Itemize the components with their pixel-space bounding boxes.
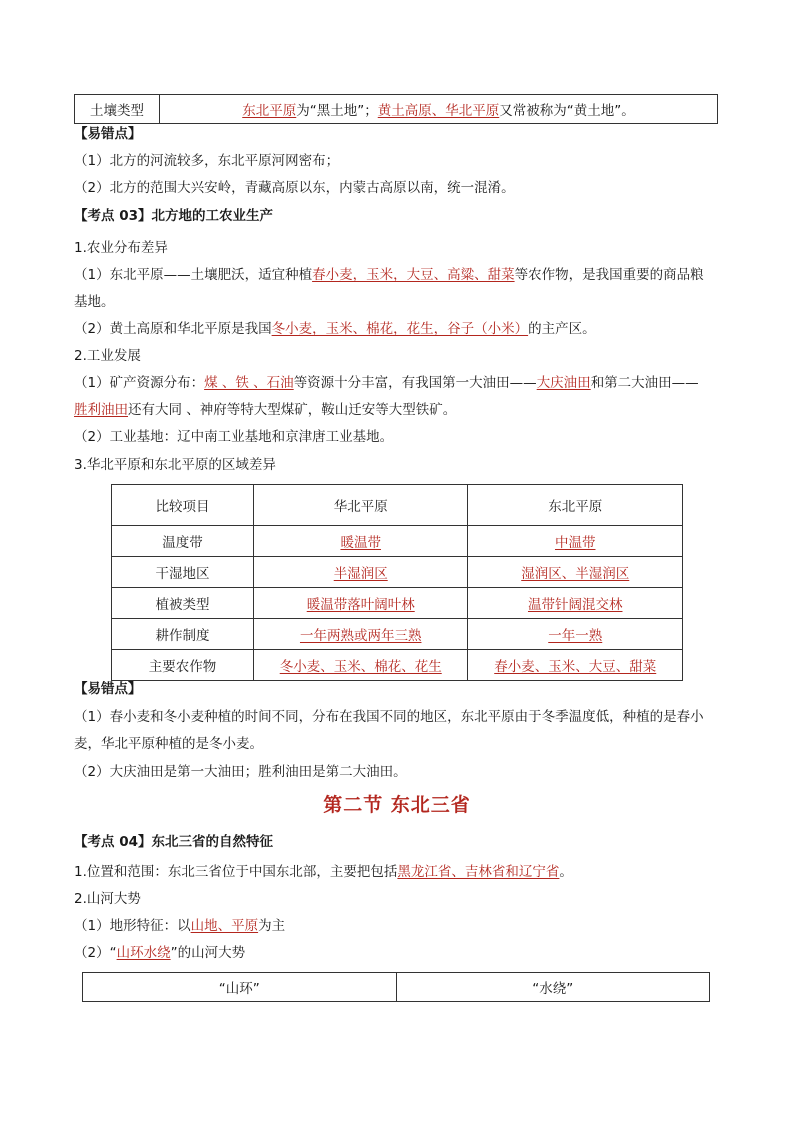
paragraph [74,319,596,339]
table-header-cell: “水绕” [532,981,574,997]
answer-text: 冬小麦，玉米、棉花，花生，谷子（小米） [271,321,529,337]
answer-text: 中温带 [554,535,596,551]
table-cell [253,619,468,650]
table-header-cell: 华北平原 [253,485,468,526]
body-text: 等资源十分丰富，有我国第一大油田—— [293,375,537,391]
table-cell [253,588,468,619]
answer-text: 山环水绕 [116,945,171,961]
body-text: 等农作物，是我国重要的商品粮 [514,267,704,283]
table-row [112,588,683,619]
body-text: 的主产区。 [528,321,596,337]
body-text: 1.位置和范围：东北三省位于中国东北部，主要把包括 [74,864,398,880]
error-point-item: （1）春小麦和冬小麦种植的时间不同，分布在我国不同的地区，东北平原由于冬季温度低，种植的是春小 [74,709,704,725]
answer-text: 温带针阔混交林 [527,597,623,613]
table-cell [468,557,683,588]
answer-text: 一年两熟或两年三熟 [299,628,422,644]
body-text: 。 [559,864,573,880]
body-text: （1）地形特征：以 [74,918,191,934]
section-title: 第二节 东北三省 [323,794,471,816]
table-cell [468,588,683,619]
error-point-item: （2）大庆油田是第一大油田；胜利油田是第二大油田。 [74,764,407,780]
paragraph-cont: 基地。 [74,294,115,310]
paragraph-cont [74,400,456,420]
comparison-table [111,484,683,681]
subsection-heading: 2.工业发展 [74,348,141,364]
table-header-cell: 比较项目 [112,485,254,526]
body-text: 和第二大油田—— [590,375,699,391]
table-cell: 干湿地区 [112,557,254,588]
answer-text: 湿润区、半湿润区 [521,566,630,582]
paragraph: （2）工业基地：辽中南工业基地和京津唐工业基地。 [74,429,394,445]
table-row [112,619,683,650]
table-cell [468,650,683,681]
answer-text: 胜利油田 [74,402,128,418]
answer-text: 春小麦、玉米、大豆、甜菜 [494,659,657,675]
answer-text: 暖温带 [340,535,381,551]
table-cell: 耕作制度 [112,619,254,650]
error-point-item: （1）北方的河流较多，东北平原河网密布； [74,153,340,169]
body-text: （2）黄土高原和华北平原是我国 [74,321,272,337]
soil-type-label: 土壤类型 [75,95,160,123]
error-point-item-cont: 麦，华北平原种植的是冬小麦。 [74,736,263,752]
body-text: （1）东北平原——土壤肥沃，适宜种植 [74,267,313,283]
error-point-item: （2）北方的范围大兴安岭，青藏高原以东，内蒙古高原以南，统一混淆。 [74,180,515,196]
table-cell [468,526,683,557]
subsection-heading: 2.山河大势 [74,891,141,907]
body-text: （1）矿产资源分布： [74,375,205,391]
exam-point-04-heading: 【考点 04】东北三省的自然特征 [74,834,273,850]
table-cell [253,526,468,557]
answer-text: 东北平原 [242,103,297,119]
answer-text: 煤 、铁 、石油 [204,375,294,391]
table-header-row [112,485,683,526]
answer-text: 暖温带落叶阔叶林 [306,597,415,613]
subsection-heading: 1.农业分布差异 [74,240,168,256]
table-header-cell: 东北平原 [468,485,683,526]
paragraph [74,265,704,285]
answer-text: 春小麦，玉米，大豆、高粱、甜菜 [312,267,515,283]
table-cell [253,557,468,588]
answer-text: 大庆油田 [536,375,591,391]
table-cell: 温度带 [112,526,254,557]
table-cell [253,650,468,681]
body-text: 为“黑土地”； [296,103,378,119]
paragraph [74,916,285,936]
answer-text: 山地、平原 [190,918,259,934]
mountains-rivers-table [82,972,710,1002]
table-header-cell: “山环” [83,973,397,1001]
soil-type-table-row [74,94,718,124]
body-text: （2）“ [74,945,117,961]
body-text: 为主 [258,918,286,934]
table-cell [468,619,683,650]
table-cell: 主要农作物 [112,650,254,681]
error-points-heading: 【易错点】 [74,126,142,142]
subsection-heading: 3.华北平原和东北平原的区域差异 [74,457,276,473]
table-row [112,557,683,588]
answer-text: 冬小麦、玉米、棉花、花生 [279,659,442,675]
paragraph [74,373,699,393]
error-points-heading: 【易错点】 [74,681,142,697]
table-cell: 植被类型 [112,588,254,619]
paragraph [74,862,573,882]
body-text: ”的山河大势 [170,945,246,961]
paragraph [74,943,245,963]
answer-text: 黄土高原、华北平原 [377,103,500,119]
body-text: 还有大同 、神府等特大型煤矿，鞍山迁安等大型铁矿。 [128,402,457,418]
answer-text: 一年一熟 [548,628,603,644]
table-row [112,526,683,557]
table-row [112,650,683,681]
soil-type-value [160,95,717,123]
answer-text: 半湿润区 [333,566,388,582]
exam-point-03-heading: 【考点 03】北方地的工农业生产 [74,208,273,224]
answer-text: 黑龙江省、吉林省和辽宁省 [397,864,560,880]
body-text: 又常被称为“黄土地”。 [499,103,635,119]
